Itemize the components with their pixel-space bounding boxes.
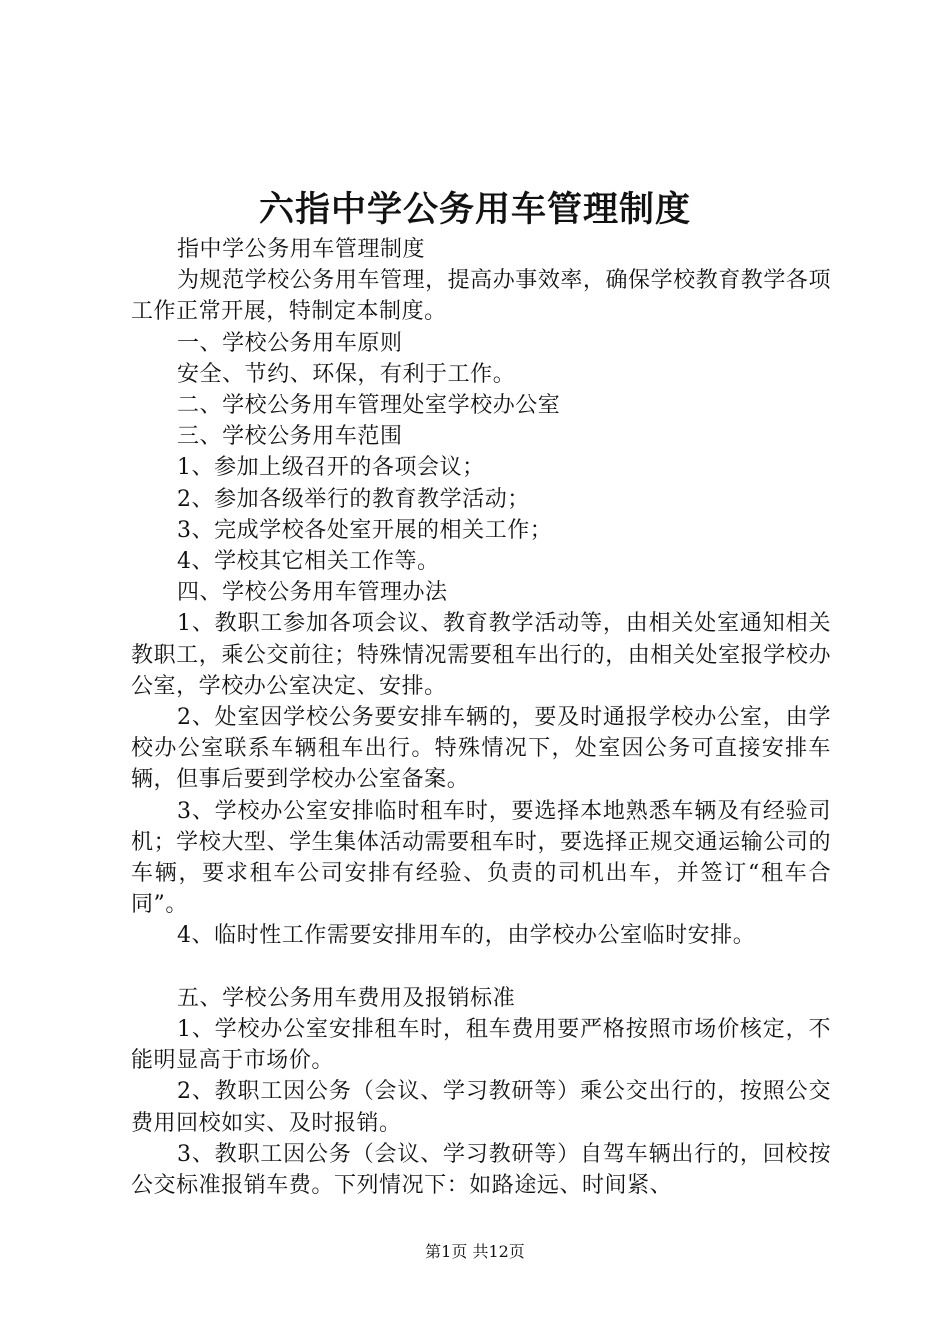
paragraph: 安全、节约、环保，有利于工作。 [177, 361, 516, 387]
list-item: 1、参加上级召开的各项会议； [177, 455, 485, 481]
page-number-label: 第1页 共12页 [425, 1242, 525, 1261]
paragraph-subtitle: 指中学公务用车管理制度 [177, 237, 426, 262]
blank-line [131, 952, 831, 983]
section-heading-5: 五、学校公务用车费用及报销标准 [177, 985, 516, 1011]
section-heading-3: 三、学校公务用车范围 [177, 424, 403, 450]
document-title: 六指中学公务用车管理制度 [258, 189, 691, 230]
list-item: 2、处室因学校公务要安排车辆的，要及时通报学校办公室，由学校办公室联系车辆租车出行。特殊情况下，处室因公务可直接安排车辆，但事后要到学校办公室备案。 [131, 705, 831, 793]
section-heading-1: 一、学校公务用车原则 [177, 330, 403, 356]
list-item: 3、教职工因公务（会议、学习教研等）自驾车辆出行的，回校按公交标准报销车费。下列情况下：如路途远、时间紧、 [131, 1141, 831, 1199]
section-heading-2: 二、学校公务用车管理处室学校办公室 [177, 393, 561, 419]
list-item: 4、学校其它相关工作等。 [177, 549, 440, 575]
list-item: 2、参加各级举行的教育教学活动； [177, 486, 530, 512]
list-item: 1、学校办公室安排租车时，租车费用要严格按照市场价核定，不能明显高于市场价。 [131, 1017, 831, 1074]
section-heading-4: 四、学校公务用车管理办法 [177, 580, 448, 606]
list-item: 1、教职工参加各项会议、教育教学活动等，由相关处室通知相关教职工，乘公交前往；特殊情况需要租车出行的，由相关处室报学校办公室，学校办公室决定、安排。 [131, 611, 831, 699]
paragraph-intro: 为规范学校公务用车管理，提高办事效率，确保学校教育教学各项工作正常开展，特制定本制度。 [131, 268, 831, 325]
page-footer [0, 1240, 950, 1264]
list-item: 2、教职工因公务（会议、学习教研等）乘公交出行的，按照公交费用回校如实、及时报销。 [131, 1079, 831, 1136]
list-item: 3、完成学校各处室开展的相关工作； [177, 517, 553, 543]
list-item: 3、学校办公室安排临时租车时，要选择本地熟悉车辆及有经验司机；学校大型、学生集体活动需要租车时，要选择正规交通运输公司的车辆，要求租车公司安排有经验、负责的司机出车，并签订“租车合同”。 [131, 798, 831, 918]
document-body [131, 234, 831, 1201]
list-item: 4、临时性工作需要安排用车的，由学校办公室临时安排。 [177, 923, 756, 949]
